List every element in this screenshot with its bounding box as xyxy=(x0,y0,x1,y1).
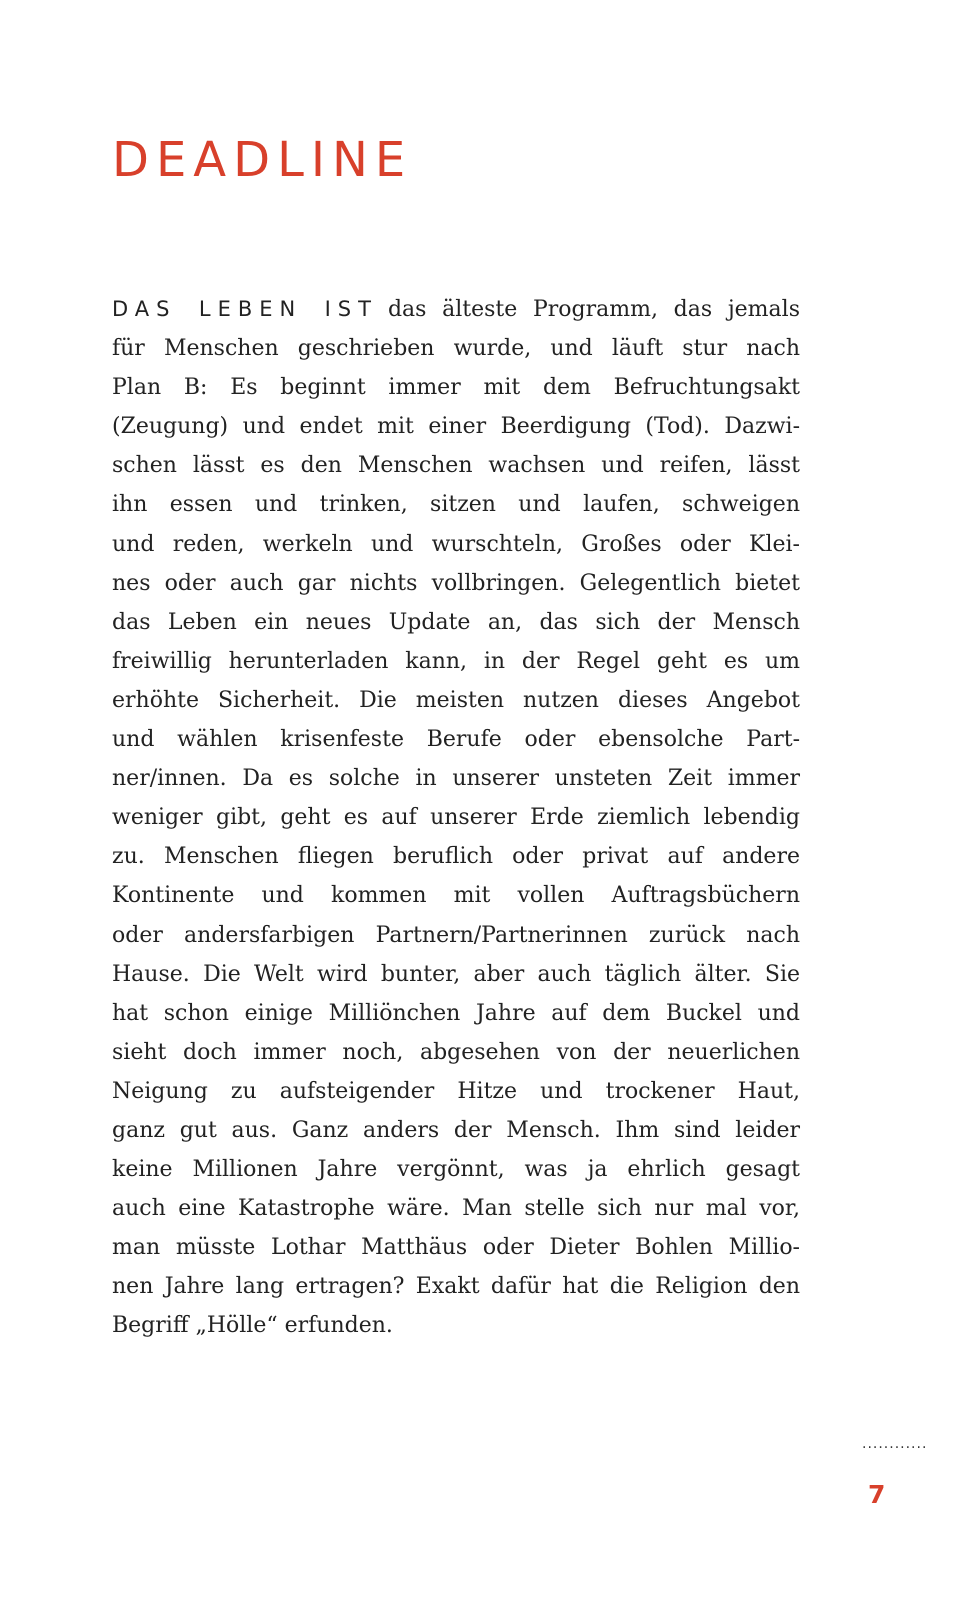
text-line-21: Neigung zu aufsteigender Hitze und trockener Haut, xyxy=(112,1078,800,1104)
text-line-2: für Menschen geschrieben wurde, und läuft stur nach xyxy=(112,336,800,362)
text-line-10: freiwillig herunterladen kann, in der Regel geht es um xyxy=(112,648,800,674)
text-line-6: ihn essen und trinken, sitzen und laufen, schweigen xyxy=(112,492,800,518)
body-text xyxy=(112,290,800,1346)
chapter-title: DEADLINE xyxy=(112,132,413,188)
text-line-1 xyxy=(112,290,800,329)
text-line-3: Plan B: Es beginnt immer mit dem Befruchtungsakt xyxy=(112,375,800,401)
text-line-18: Hause. Die Welt wird bunter, aber auch täglich älter. Sie xyxy=(112,961,800,987)
text-line-19: hat schon einige Milliönchen Jahre auf dem Buckel und xyxy=(112,1000,800,1026)
text-line-27: Begriff „Hölle“ erfunden. xyxy=(112,1313,393,1339)
text-line-24: auch eine Katastrophe wäre. Man stelle sich nur mal vor, xyxy=(112,1196,800,1222)
text-line-11: erhöhte Sicherheit. Die meisten nutzen dieses Angebot xyxy=(112,687,800,713)
text-line-5: schen lässt es den Menschen wachsen und reifen, lässt xyxy=(112,453,800,479)
text-line-13: ner/innen. Da es solche in unserer unsteten Zeit immer xyxy=(112,766,800,792)
text-line-1-rest: das älteste Programm, das jemals xyxy=(387,297,800,322)
text-line-9: das Leben ein neues Update an, das sich der Mensch xyxy=(112,609,800,635)
text-line-17: oder andersfarbigen Partnern/Partnerinnen zurück nach xyxy=(112,922,800,948)
text-line-4: (Zeugung) und endet mit einer Beerdigung (Tod). Dazwi- xyxy=(112,414,800,440)
footer-dotted-rule: ............ xyxy=(862,1436,928,1452)
text-line-15: zu. Menschen fliegen beruflich oder privat auf andere xyxy=(112,844,800,870)
lead-in: DAS LEBEN IST xyxy=(112,297,378,321)
text-line-22: ganz gut aus. Ganz anders der Mensch. Ihm sind leider xyxy=(112,1117,800,1143)
text-line-20: sieht doch immer noch, abgesehen von der neuerlichen xyxy=(112,1039,800,1065)
text-line-26: nen Jahre lang ertragen? Exakt dafür hat die Religion den xyxy=(112,1274,800,1300)
text-line-14: weniger gibt, geht es auf unserer Erde ziemlich lebendig xyxy=(112,805,800,831)
text-line-8: nes oder auch gar nichts vollbringen. Gelegentlich bietet xyxy=(112,570,800,596)
text-line-7: und reden, werkeln und wurschteln, Großes oder Klei- xyxy=(112,531,800,557)
page-number: 7 xyxy=(868,1480,886,1509)
text-line-16: Kontinente und kommen mit vollen Auftragsbüchern xyxy=(112,883,800,909)
text-line-23: keine Millionen Jahre vergönnt, was ja ehrlich gesagt xyxy=(112,1157,800,1183)
text-line-12: und wählen krisenfeste Berufe oder ebensolche Part- xyxy=(112,727,800,753)
text-line-25: man müsste Lothar Matthäus oder Dieter Bohlen Millio- xyxy=(112,1235,800,1261)
